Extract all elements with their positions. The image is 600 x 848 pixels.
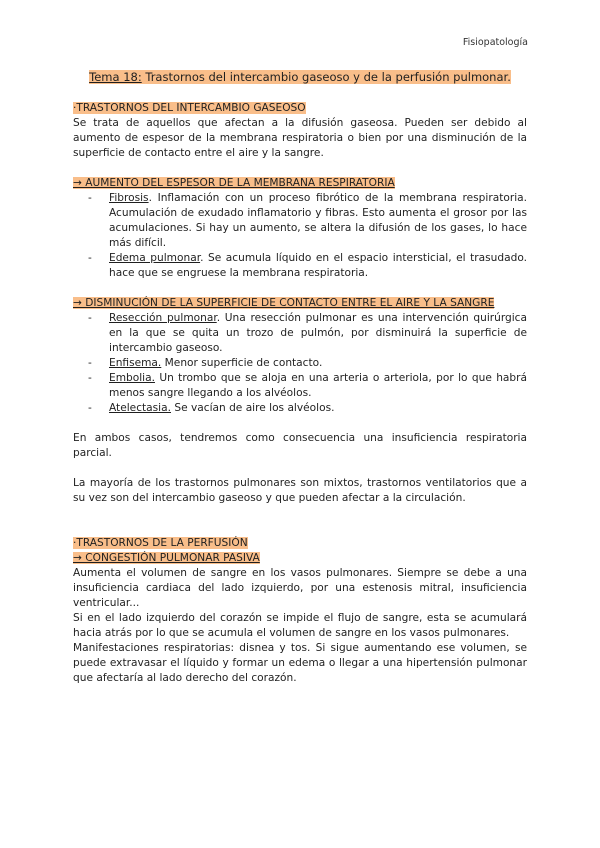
list-item-term: Embolia. bbox=[109, 372, 155, 384]
list-item: - Resección pulmonar. Una resección pulmonar es una intervención quirúrgica en la que se quita un trozo de pulmón, por disminuirá la superficie de intercambio gaseoso. bbox=[88, 312, 527, 354]
section-heading: ·TRASTORNOS DEL INTERCAMBIO GASEOSO bbox=[73, 102, 306, 114]
list-item: - Atelectasia. Se vacían de aire los alvéolos. bbox=[88, 402, 335, 414]
list-item-term: Resección pulmonar bbox=[109, 312, 217, 324]
page-title bbox=[73, 70, 527, 85]
bullet-list bbox=[73, 311, 527, 416]
list-item-text: . Se acumula líquido en el espacio intersticial, el trasudado. hace que se engruese la membrana respiratoria. bbox=[109, 252, 527, 279]
list-item-text: Menor superficie de contacto. bbox=[161, 357, 323, 369]
paragraph: La mayoría de los trastornos pulmonares son mixtos, trastornos ventilatorios que a su vez son del intercambio gaseoso y que pueden afectar a la circulación. bbox=[73, 477, 527, 504]
subsection-heading: → DISMINUCIÓN DE LA SUPERFICIE DE CONTACTO ENTRE EL AIRE Y LA SANGRE bbox=[73, 297, 495, 309]
subsection-membrane-thickness bbox=[73, 176, 527, 281]
list-item-term: Fibrosis bbox=[109, 192, 149, 204]
paragraph: Aumenta el volumen de sangre en los vasos pulmonares. Siempre se debe a una insuficiencia cardiaca del lado izquierdo, por una estenosis mitral, insuficiencia ventricular... bbox=[73, 567, 527, 609]
title-text: Trastornos del intercambio gaseoso y de la perfusión pulmonar. bbox=[141, 70, 511, 84]
paragraph: En ambos casos, tendremos como consecuencia una insuficiencia respiratoria parcial. bbox=[73, 432, 527, 459]
section-gas-exchange bbox=[73, 101, 527, 161]
section-heading: ·TRASTORNOS DE LA PERFUSIÓN bbox=[73, 537, 248, 549]
paragraph: Manifestaciones respiratorias: disnea y tos. Si sigue aumentando ese volumen, se puede extravasar el líquido y formar un edema o llegar a una hipertensión pulmonar que afectaría al lado derecho del corazón. bbox=[73, 642, 527, 684]
subsection-contact-surface bbox=[73, 296, 527, 506]
list-item: - Embolia. Un trombo que se aloja en una arteria o arteriola, por lo que habrá menos sangre llegando a los alvéolos. bbox=[88, 372, 527, 399]
bullet-list bbox=[73, 191, 527, 281]
subsection-heading: → CONGESTIÓN PULMONAR PASIVA bbox=[73, 552, 260, 564]
list-item: - Fibrosis. Inflamación con un proceso fibrótico de la membrana respiratoria. Acumulación de exudado inflamatorio y fibras. Esto aumenta el grosor por las acumulaciones. Si hay un aumento, se altera la difusión de los gases, lo hace más difícil. bbox=[88, 192, 527, 249]
list-item-term: Atelectasia. bbox=[109, 402, 171, 414]
list-item-text: . Inflamación con un proceso fibrótico de la membrana respiratoria. Acumulación de exudado inflamatorio y fibras. Esto aumenta el grosor por las acumulaciones. Si hay un aumento, se altera la difusión de los gases, lo hace más difícil. bbox=[109, 192, 527, 249]
section-perfusion bbox=[73, 536, 527, 686]
list-item-text: . Una resección pulmonar es una intervención quirúrgica en la que se quita un trozo de pulmón, por disminuirá la superficie de intercambio gaseoso. bbox=[109, 312, 527, 354]
page-header-label: Fisiopatología bbox=[462, 37, 528, 48]
paragraph: Si en el lado izquierdo del corazón se impide el flujo de sangre, esta se acumulará hacia atrás por lo que se acumula el volumen de sangre en los vasos pulmonares. bbox=[73, 612, 527, 639]
list-item-text: Se vacían de aire los alvéolos. bbox=[171, 402, 335, 414]
title-prefix: Tema 18: bbox=[89, 70, 142, 84]
list-item: - Edema pulmonar. Se acumula líquido en el espacio intersticial, el trasudado. hace que se engruese la membrana respiratoria. bbox=[88, 252, 527, 279]
list-item-term: Edema pulmonar bbox=[109, 252, 201, 264]
document-body bbox=[73, 70, 527, 686]
list-item-term: Enfisema. bbox=[109, 357, 162, 369]
list-item-text: Un trombo que se aloja en una arteria o arteriola, por lo que habrá menos sangre llegando a los alvéolos. bbox=[109, 372, 527, 399]
list-item: - Enfisema. Menor superficie de contacto. bbox=[88, 357, 323, 369]
subsection-heading: → AUMENTO DEL ESPESOR DE LA MEMBRANA RESPIRATORIA bbox=[73, 177, 395, 189]
paragraph: Se trata de aquellos que afectan a la difusión gaseosa. Pueden ser debido al aumento de espesor de la membrana respiratoria o bien por una disminución de la superficie de contacto entre el aire y la sangre. bbox=[73, 117, 527, 159]
